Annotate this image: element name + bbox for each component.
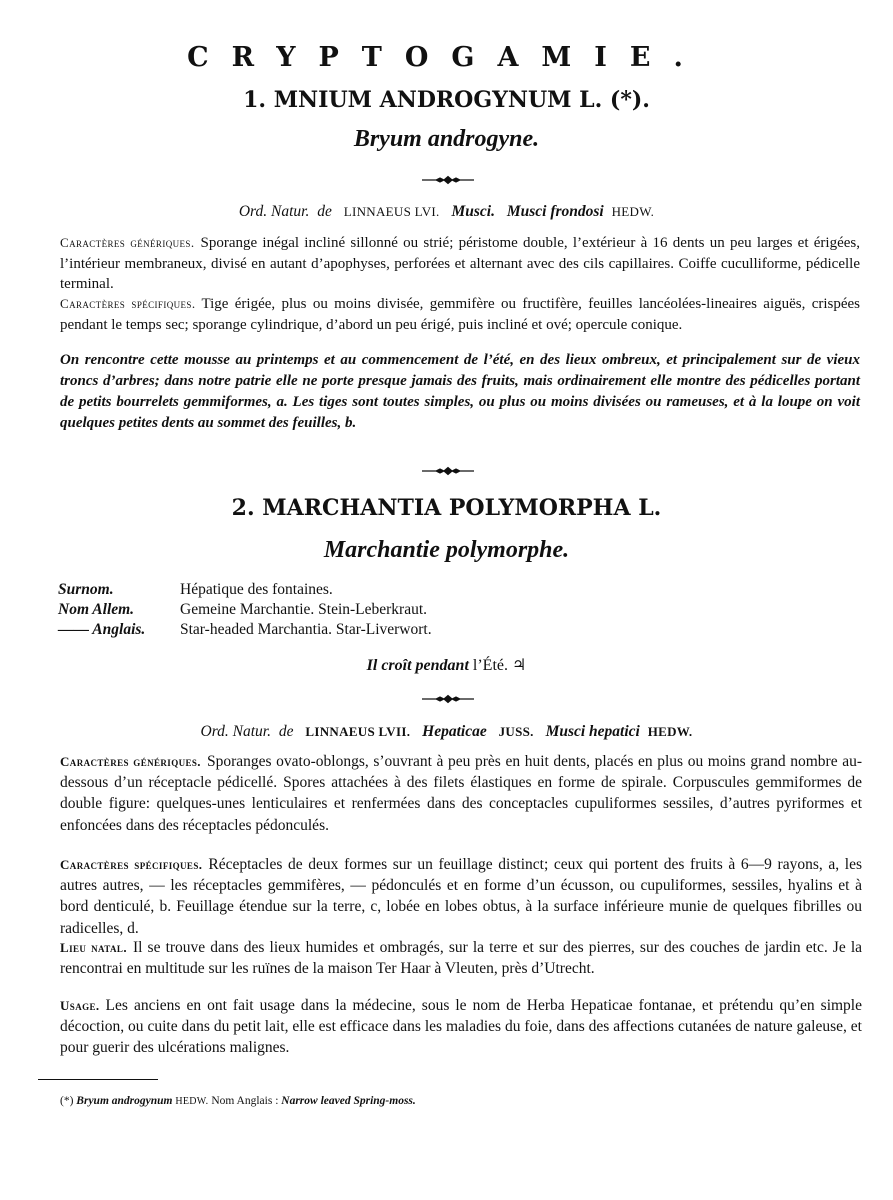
- ornamental-divider-1: [422, 175, 474, 185]
- order-family: Hepaticae: [422, 723, 487, 740]
- section-2-specific-characters: [60, 854, 862, 939]
- ornamental-divider-2: [422, 466, 474, 476]
- section-2-habitat: [60, 937, 862, 979]
- perennial-symbol: ♃: [511, 657, 527, 674]
- specific-text: Réceptacles de deux formes sur un feuillage distinct; ceux qui portent des fruits à 6—9 rayons, a, les autres autres, — les réceptacles gemmifères, — pédonculés et en forme d’un écusson, ou cupuliformes, sessiles, hyalins et à bord denticulé, b. Feuillage étendue sur la terre, c, lobée en lobes obtus, à la surface inférieure munie de quelques fibrilles ou radicelles, d.: [60, 856, 862, 937]
- order-family: Musci.: [451, 203, 495, 220]
- synonym-row: [58, 580, 333, 601]
- habitat-label: Lieu natal.: [60, 940, 127, 955]
- section-2-heading: 2. MARCHANTIA POLYMORPHA L.: [231, 495, 662, 521]
- section-1-specific-characters: [60, 294, 860, 335]
- footnote-mark: (*): [60, 1095, 74, 1107]
- section-2-order: [0, 723, 893, 741]
- habitat-text: Il se trouve dans des lieux humides et ombragés, sur la terre et sur des pierres, sur des couches de jardin etc. Je la rencontrai en multitude sur les ruïnes de la maison Ter Haar à Vleuten, près d’Utrecht.: [60, 939, 863, 978]
- footnote-english-label: Nom Anglais :: [211, 1095, 279, 1107]
- order-label: Ord. Natur.: [238, 203, 310, 220]
- footnote-author: HEDW.: [175, 1096, 209, 1107]
- section-2-usage: [60, 995, 862, 1059]
- usage-text: Les anciens en ont fait usage dans la médecine, sous le nom de Herba Hepaticae fontanae, et prétendu qu’en simple décoction, ou cuite dans du petit lait, elle est efficace dans les maladies du foie, dans des affections cutanées de nature galeuse, et pour guerir des ulcérations malignes.: [60, 997, 862, 1057]
- order-family-author: JUSS.: [498, 724, 534, 739]
- usage-label: Usage.: [60, 998, 100, 1013]
- specific-label: Caractères spécifiques.: [60, 296, 196, 311]
- synonym-row: [58, 620, 432, 641]
- generic-label: Caractères génériques.: [60, 754, 201, 769]
- order-label: Ord. Natur.: [200, 723, 271, 740]
- order-author: HEDW.: [611, 204, 655, 219]
- specific-text: Tige érigée, plus ou moins divisée, gemmifère ou fructifère, feuilles lancéolées-lineaires aiguës, crispées pendant le temps sec; sporange cylindrique, d’abord un peu érigé, puis incliné et ové; opercule conique.: [60, 296, 861, 333]
- footnote-english-name: Narrow leaved Spring-moss.: [281, 1095, 416, 1107]
- generic-text: Sporange inégal incliné sillonné ou strié; péristome double, l’extérieur à 16 dents un peu larges et érigées, l’intérieur membraneux, divisé en autant d’apophyses, perforées et alternant avec des cils capillaires. Coiffe cuculliforme, pédicelle terminal.: [60, 235, 860, 292]
- section-1-generic-characters: [60, 233, 860, 295]
- section-1-heading: 1. MNIUM ANDROGYNUM L. (*).: [243, 87, 650, 113]
- order-de: de: [278, 723, 294, 740]
- synonym-value: Star-headed Marchantia. Star-Liverwort.: [180, 621, 432, 638]
- order-author: HEDW.: [647, 724, 693, 739]
- synonym-key: —— Anglais.: [58, 621, 146, 638]
- order-linnaeus: LINNAEUS LVII.: [305, 724, 411, 739]
- order-tribe: Musci hepatici: [545, 723, 640, 740]
- flowering-time: [0, 655, 893, 675]
- flowering-label: Il croît pendant: [366, 657, 469, 674]
- footnote-synonym: Bryum androgynum: [76, 1095, 173, 1107]
- section-1-observation: On rencontre cette mousse au printemps et au commencement de l’été, en des lieux ombreux, et principalement sur de vieux troncs d’arbres; dans notre patrie elle ne porte presque jamais des fruits, mais ordinairement elle montre des pédicelles portant de petits bourrelets gemmiformes, a. Les tiges sont toutes simples, ou plus ou moins divisées ou rameuses, et à la loupe on voit quelques petites dents au sommet des feuilles, b.: [60, 352, 860, 431]
- synonym-row: [58, 600, 427, 621]
- specific-label: Caractères spécifiques.: [60, 857, 203, 872]
- section-2-generic-characters: [60, 751, 862, 836]
- flowering-season: l’Été.: [472, 657, 508, 674]
- synonym-key: Nom Allem.: [58, 601, 135, 618]
- order-de: de: [317, 203, 332, 220]
- generic-text: Sporanges ovato-oblongs, s’ouvrant à peu près en huit dents, placés en plus ou moins grand nombre au-dessous d’un réceptacle pédicellé. Spores attachées à des filets élastiques en forme de spirale. Corpuscules gemmiformes de double figure: quelques-unes lenticulaires et renfermées dans des conceptacles cupuliformes sessiles, d’autres pyriformes et enfoncées dans des réceptacles pédonculés.: [60, 753, 862, 834]
- ornamental-divider-3: [422, 694, 474, 704]
- page-title: CRYPTOGAMIE.: [187, 42, 706, 73]
- footnote-rule: [38, 1079, 158, 1080]
- footnote: [60, 1095, 416, 1107]
- order-linnaeus: LINNAEUS LVI.: [343, 204, 440, 219]
- synonym-key: Surnom.: [58, 581, 114, 598]
- section-1-french-name: Bryum androgyne.: [353, 126, 540, 152]
- synonym-value: Gemeine Marchantie. Stein-Leberkraut.: [180, 601, 428, 618]
- order-tribe: Musci frondosi: [506, 203, 604, 220]
- synonym-value: Hépatique des fontaines.: [180, 581, 333, 598]
- generic-label: Caractères génériques.: [60, 235, 195, 250]
- section-1-order: [0, 203, 893, 221]
- section-2-french-name: Marchantie polymorphe.: [323, 537, 570, 563]
